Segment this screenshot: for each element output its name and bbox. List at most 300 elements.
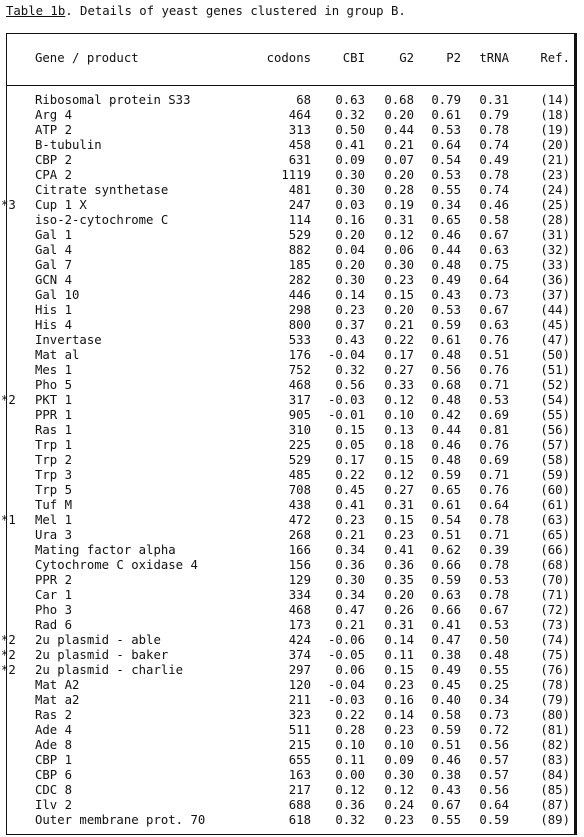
gene-name: Arg 4 <box>35 108 73 122</box>
ref-value: (87) <box>540 798 570 812</box>
codons-value: 217 <box>288 783 311 797</box>
p2-value: 0.79 <box>431 93 461 107</box>
cbi-value: 0.32 <box>335 108 365 122</box>
gene-name: Outer membrane prot. 70 <box>35 813 206 827</box>
g2-value: 0.17 <box>384 348 414 362</box>
gene-name: CBP 6 <box>35 768 73 782</box>
gene-name: Mating factor alpha <box>35 543 176 557</box>
table-row <box>7 258 576 273</box>
ref-value: (54) <box>540 393 570 407</box>
gene-name: Cytochrome C oxidase 4 <box>35 558 198 572</box>
trna-value: 0.53 <box>479 393 509 407</box>
cbi-value: 0.10 <box>335 738 365 752</box>
g2-value: 0.15 <box>384 288 414 302</box>
g2-value: 0.22 <box>384 333 414 347</box>
codons-value: 529 <box>288 453 311 467</box>
codons-value: 708 <box>288 483 311 497</box>
ref-value: (36) <box>540 273 570 287</box>
p2-value: 0.44 <box>431 243 461 257</box>
gene-name: 2u plasmid - able <box>35 633 161 647</box>
cbi-value: 0.11 <box>335 753 365 767</box>
trna-value: 0.57 <box>479 753 509 767</box>
g2-value: 0.15 <box>384 513 414 527</box>
p2-value: 0.56 <box>431 363 461 377</box>
table-row <box>7 228 576 243</box>
cbi-value: 0.21 <box>335 528 365 542</box>
trna-value: 0.73 <box>479 288 509 302</box>
trna-value: 0.78 <box>479 168 509 182</box>
header-ref: Ref. <box>540 51 570 65</box>
g2-value: 0.06 <box>384 243 414 257</box>
table-row <box>7 243 576 258</box>
codons-value: 247 <box>288 198 311 212</box>
ref-value: (32) <box>540 243 570 257</box>
table-row <box>7 378 576 393</box>
p2-value: 0.55 <box>431 183 461 197</box>
g2-value: 0.30 <box>384 258 414 272</box>
ref-value: (81) <box>540 723 570 737</box>
gene-name: Tuf M <box>35 498 73 512</box>
codons-value: 323 <box>288 708 311 722</box>
g2-value: 0.41 <box>384 543 414 557</box>
codons-value: 655 <box>288 753 311 767</box>
ref-value: (37) <box>540 288 570 302</box>
footnote-mark: *2 <box>1 633 16 647</box>
trna-value: 0.48 <box>479 648 509 662</box>
codons-value: 631 <box>288 153 311 167</box>
codons-value: 68 <box>296 93 311 107</box>
g2-value: 0.35 <box>384 573 414 587</box>
p2-value: 0.48 <box>431 258 461 272</box>
g2-value: 0.20 <box>384 303 414 317</box>
g2-value: 0.23 <box>384 813 414 827</box>
gene-name: Mes 1 <box>35 363 73 377</box>
trna-value: 0.57 <box>479 768 509 782</box>
cbi-value: 0.34 <box>335 543 365 557</box>
cbi-value: 0.12 <box>335 783 365 797</box>
gene-name: PKT 1 <box>35 393 73 407</box>
cbi-value: 0.50 <box>335 123 365 137</box>
trna-value: 0.74 <box>479 183 509 197</box>
p2-value: 0.65 <box>431 483 461 497</box>
trna-value: 0.71 <box>479 528 509 542</box>
trna-value: 0.81 <box>479 423 509 437</box>
codons-value: 688 <box>288 798 311 812</box>
ref-value: (24) <box>540 183 570 197</box>
codons-value: 374 <box>288 648 311 662</box>
cbi-value: 0.30 <box>335 183 365 197</box>
p2-value: 0.63 <box>431 588 461 602</box>
gene-name: Trp 1 <box>35 438 73 452</box>
table-row <box>7 618 576 633</box>
g2-value: 0.23 <box>384 528 414 542</box>
gene-name: Ade 8 <box>35 738 73 752</box>
codons-value: 282 <box>288 273 311 287</box>
cbi-value: -0.04 <box>327 348 365 362</box>
codons-value: 1119 <box>281 168 311 182</box>
g2-value: 0.24 <box>384 798 414 812</box>
p2-value: 0.49 <box>431 663 461 677</box>
cbi-value: 0.16 <box>335 213 365 227</box>
caption-lead: Table 1b <box>6 4 66 18</box>
g2-value: 0.31 <box>384 618 414 632</box>
table-row <box>7 153 576 168</box>
table-row <box>7 273 576 288</box>
gene-name: ATP 2 <box>35 123 73 137</box>
trna-value: 0.78 <box>479 558 509 572</box>
table-row <box>7 468 576 483</box>
p2-value: 0.66 <box>431 558 461 572</box>
codons-value: 211 <box>288 693 311 707</box>
gene-name: Ura 3 <box>35 528 73 542</box>
trna-value: 0.76 <box>479 363 509 377</box>
caption-text: . Details of yeast genes clustered in group B. <box>65 4 406 18</box>
gene-name: Cup 1 X <box>35 198 87 212</box>
codons-value: 905 <box>288 408 311 422</box>
trna-value: 0.58 <box>479 213 509 227</box>
table-row <box>7 603 576 618</box>
trna-value: 0.53 <box>479 618 509 632</box>
trna-value: 0.25 <box>479 678 509 692</box>
gene-name: 2u plasmid - baker <box>35 648 169 662</box>
codons-value: 156 <box>288 558 311 572</box>
ref-value: (21) <box>540 153 570 167</box>
table-row <box>7 138 576 153</box>
gene-name: Mat a2 <box>35 693 80 707</box>
p2-value: 0.41 <box>431 618 461 632</box>
codons-value: 215 <box>288 738 311 752</box>
ref-value: (61) <box>540 498 570 512</box>
header-cbi: CBI <box>342 51 365 65</box>
ref-value: (70) <box>540 573 570 587</box>
cbi-value: 0.20 <box>335 258 365 272</box>
footnote-mark: *2 <box>1 393 16 407</box>
codons-value: 310 <box>288 423 311 437</box>
codons-value: 446 <box>288 288 311 302</box>
p2-value: 0.46 <box>431 228 461 242</box>
g2-value: 0.14 <box>384 633 414 647</box>
ref-value: (47) <box>540 333 570 347</box>
g2-value: 0.30 <box>384 768 414 782</box>
g2-value: 0.11 <box>384 648 414 662</box>
p2-value: 0.51 <box>431 738 461 752</box>
table-row <box>7 813 576 828</box>
codons-value: 511 <box>288 723 311 737</box>
g2-value: 0.23 <box>384 678 414 692</box>
table-row <box>1 663 576 678</box>
gene-name: Car 1 <box>35 588 73 602</box>
g2-value: 0.09 <box>384 753 414 767</box>
g2-value: 0.10 <box>384 408 414 422</box>
p2-value: 0.40 <box>431 693 461 707</box>
gene-name: Ilv 2 <box>35 798 73 812</box>
codons-value: 225 <box>288 438 311 452</box>
header-codons: codons <box>266 51 311 65</box>
p2-value: 0.48 <box>431 348 461 362</box>
codons-value: 313 <box>288 123 311 137</box>
trna-value: 0.74 <box>479 138 509 152</box>
footnote-mark: *2 <box>1 648 16 662</box>
trna-value: 0.78 <box>479 513 509 527</box>
trna-value: 0.76 <box>479 333 509 347</box>
ref-value: (84) <box>540 768 570 782</box>
codons-value: 120 <box>288 678 311 692</box>
g2-value: 0.21 <box>384 318 414 332</box>
table-row <box>7 213 576 228</box>
trna-value: 0.51 <box>479 348 509 362</box>
g2-value: 0.36 <box>384 558 414 572</box>
g2-value: 0.33 <box>384 378 414 392</box>
gene-name: Mat al <box>35 348 80 362</box>
cbi-value: 0.41 <box>335 138 365 152</box>
table-row <box>1 393 576 408</box>
trna-value: 0.39 <box>479 543 509 557</box>
trna-value: 0.79 <box>479 108 509 122</box>
g2-value: 0.16 <box>384 693 414 707</box>
codons-value: 114 <box>288 213 311 227</box>
p2-value: 0.59 <box>431 573 461 587</box>
p2-value: 0.49 <box>431 273 461 287</box>
ref-value: (31) <box>540 228 570 242</box>
ref-value: (63) <box>540 513 570 527</box>
cbi-value: 0.34 <box>335 588 365 602</box>
cbi-value: -0.03 <box>327 393 365 407</box>
trna-value: 0.63 <box>479 243 509 257</box>
table-row <box>7 408 576 423</box>
gene-name: Pho 5 <box>35 378 73 392</box>
g2-value: 0.31 <box>384 213 414 227</box>
p2-value: 0.46 <box>431 438 461 452</box>
table-body <box>1 93 576 828</box>
table-row <box>7 798 576 813</box>
ref-value: (85) <box>540 783 570 797</box>
table-row <box>7 423 576 438</box>
codons-value: 472 <box>288 513 311 527</box>
ref-value: (44) <box>540 303 570 317</box>
cbi-value: 0.37 <box>335 318 365 332</box>
p2-value: 0.68 <box>431 378 461 392</box>
trna-value: 0.76 <box>479 483 509 497</box>
gene-name: His 1 <box>35 303 73 317</box>
trna-value: 0.64 <box>479 498 509 512</box>
header-trna: tRNA <box>479 51 509 65</box>
table-row <box>7 543 576 558</box>
gene-name: Ribosomal protein S33 <box>35 93 191 107</box>
gene-name: Pho 3 <box>35 603 73 617</box>
ref-value: (80) <box>540 708 570 722</box>
table-row <box>1 513 576 528</box>
p2-value: 0.55 <box>431 813 461 827</box>
table-row <box>7 483 576 498</box>
gene-name: Mat A2 <box>35 678 80 692</box>
cbi-value: 0.43 <box>335 333 365 347</box>
codons-value: 618 <box>288 813 311 827</box>
codons-value: 464 <box>288 108 311 122</box>
p2-value: 0.43 <box>431 783 461 797</box>
codons-value: 176 <box>288 348 311 362</box>
ref-value: (73) <box>540 618 570 632</box>
ref-value: (60) <box>540 483 570 497</box>
trna-value: 0.55 <box>479 663 509 677</box>
trna-value: 0.56 <box>479 783 509 797</box>
table-row <box>7 453 576 468</box>
ref-value: (50) <box>540 348 570 362</box>
p2-value: 0.46 <box>431 753 461 767</box>
table-row <box>1 198 576 213</box>
cbi-value: 0.36 <box>335 558 365 572</box>
trna-value: 0.64 <box>479 798 509 812</box>
cbi-value: 0.36 <box>335 798 365 812</box>
table-row <box>7 288 576 303</box>
gene-name: 2u plasmid - charlie <box>35 663 184 677</box>
table-row <box>7 708 576 723</box>
gene-name: Ras 2 <box>35 708 73 722</box>
gene-name: CPA 2 <box>35 168 73 182</box>
p2-value: 0.34 <box>431 198 461 212</box>
g2-value: 0.12 <box>384 783 414 797</box>
gene-name: CDC 8 <box>35 783 73 797</box>
cbi-value: 0.32 <box>335 813 365 827</box>
trna-value: 0.75 <box>479 258 509 272</box>
g2-value: 0.28 <box>384 183 414 197</box>
table-row <box>7 753 576 768</box>
trna-value: 0.64 <box>479 273 509 287</box>
codons-value: 173 <box>288 618 311 632</box>
table-row <box>7 528 576 543</box>
cbi-value: 0.21 <box>335 618 365 632</box>
cbi-value: 0.56 <box>335 378 365 392</box>
trna-value: 0.78 <box>479 123 509 137</box>
p2-value: 0.64 <box>431 138 461 152</box>
gene-name: Ade 4 <box>35 723 73 737</box>
cbi-value: -0.06 <box>327 633 365 647</box>
g2-value: 0.07 <box>384 153 414 167</box>
table-row <box>7 183 576 198</box>
gene-name: PPR 1 <box>35 408 73 422</box>
cbi-value: 0.30 <box>335 273 365 287</box>
p2-value: 0.59 <box>431 318 461 332</box>
cbi-value: 0.23 <box>335 303 365 317</box>
g2-value: 0.12 <box>384 393 414 407</box>
p2-value: 0.43 <box>431 288 461 302</box>
g2-value: 0.20 <box>384 588 414 602</box>
trna-value: 0.67 <box>479 303 509 317</box>
p2-value: 0.62 <box>431 543 461 557</box>
codons-value: 129 <box>288 573 311 587</box>
p2-value: 0.61 <box>431 498 461 512</box>
codons-value: 438 <box>288 498 311 512</box>
cbi-value: 0.04 <box>335 243 365 257</box>
ref-value: (82) <box>540 738 570 752</box>
codons-value: 424 <box>288 633 311 647</box>
table-row <box>7 363 576 378</box>
cbi-value: 0.17 <box>335 453 365 467</box>
cbi-value: 0.30 <box>335 573 365 587</box>
codons-value: 458 <box>288 138 311 152</box>
ref-value: (75) <box>540 648 570 662</box>
cbi-value: 0.05 <box>335 438 365 452</box>
gene-name: Rad 6 <box>35 618 73 632</box>
trna-value: 0.49 <box>479 153 509 167</box>
p2-value: 0.59 <box>431 468 461 482</box>
table-row <box>1 648 576 663</box>
codons-value: 533 <box>288 333 311 347</box>
codons-value: 882 <box>288 243 311 257</box>
trna-value: 0.78 <box>479 588 509 602</box>
p2-value: 0.61 <box>431 108 461 122</box>
footnote-mark: *2 <box>1 663 16 677</box>
table-row <box>7 348 576 363</box>
g2-value: 0.20 <box>384 108 414 122</box>
gene-name: B-tubulin <box>35 138 102 152</box>
ref-value: (25) <box>540 198 570 212</box>
ref-value: (20) <box>540 138 570 152</box>
ref-value: (57) <box>540 438 570 452</box>
table-row <box>7 168 576 183</box>
cbi-value: 0.28 <box>335 723 365 737</box>
cbi-value: 0.32 <box>335 363 365 377</box>
table-row <box>7 573 576 588</box>
table-row <box>7 588 576 603</box>
ref-value: (58) <box>540 453 570 467</box>
p2-value: 0.59 <box>431 723 461 737</box>
codons-value: 481 <box>288 183 311 197</box>
ref-value: (78) <box>540 678 570 692</box>
g2-value: 0.27 <box>384 483 414 497</box>
gene-name: His 4 <box>35 318 73 332</box>
gene-name: Gal 7 <box>35 258 73 272</box>
table-row <box>7 693 576 708</box>
gene-name: iso-2-cytochrome C <box>35 213 169 227</box>
codons-value: 268 <box>288 528 311 542</box>
gene-name: Gal 10 <box>35 288 80 302</box>
p2-value: 0.38 <box>431 768 461 782</box>
trna-value: 0.71 <box>479 468 509 482</box>
trna-value: 0.56 <box>479 738 509 752</box>
table-row <box>7 303 576 318</box>
table-row <box>7 558 576 573</box>
p2-value: 0.61 <box>431 333 461 347</box>
g2-value: 0.20 <box>384 168 414 182</box>
g2-value: 0.26 <box>384 603 414 617</box>
cbi-value: 0.20 <box>335 228 365 242</box>
p2-value: 0.65 <box>431 213 461 227</box>
gene-name: CBP 2 <box>35 153 73 167</box>
p2-value: 0.47 <box>431 633 461 647</box>
trna-value: 0.59 <box>479 813 509 827</box>
ref-value: (76) <box>540 663 570 677</box>
g2-value: 0.31 <box>384 498 414 512</box>
cbi-value: -0.03 <box>327 693 365 707</box>
ref-value: (83) <box>540 753 570 767</box>
p2-value: 0.53 <box>431 123 461 137</box>
gene-name: Invertase <box>35 333 102 347</box>
table-row <box>7 783 576 798</box>
codons-value: 529 <box>288 228 311 242</box>
g2-value: 0.12 <box>384 228 414 242</box>
header-p2: P2 <box>446 51 461 65</box>
cbi-value: 0.06 <box>335 663 365 677</box>
table-row <box>7 498 576 513</box>
g2-value: 0.15 <box>384 453 414 467</box>
ref-value: (19) <box>540 123 570 137</box>
ref-value: (89) <box>540 813 570 827</box>
g2-value: 0.23 <box>384 723 414 737</box>
table-row <box>1 633 576 648</box>
codons-value: 163 <box>288 768 311 782</box>
gene-name: Trp 3 <box>35 468 73 482</box>
header-gene: Gene / product <box>35 51 139 65</box>
